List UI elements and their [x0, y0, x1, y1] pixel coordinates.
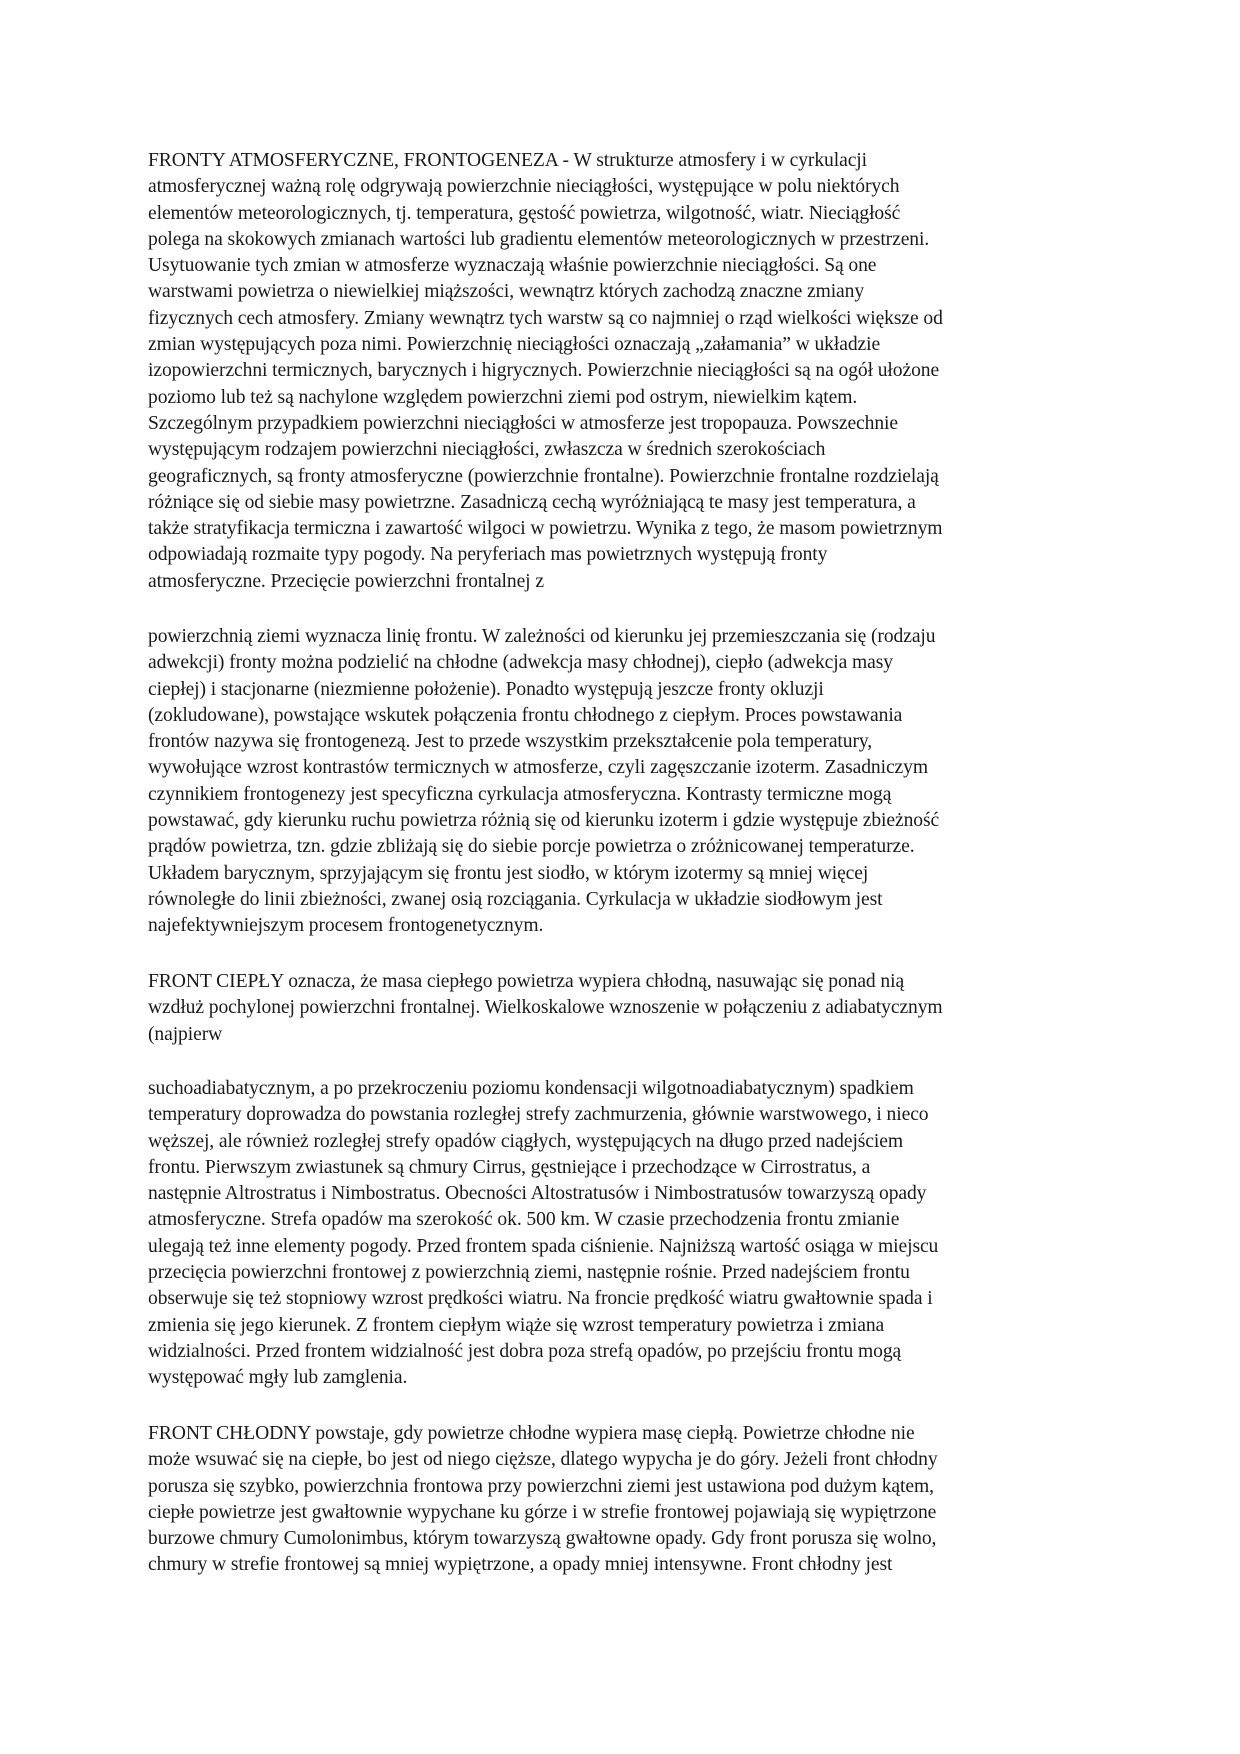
text-line: fizycznych cech atmosfery. Zmiany wewnątrz tych warstw są co najmniej o rząd wielkości większe od — [148, 307, 943, 329]
text-line: prądów powietrza, tzn. gdzie zbliżają się do siebie porcje powietrza o zróżnicowanej temperaturze. — [148, 836, 915, 858]
text-line: obserwuje się też stopniowy wzrost prędkości wiatru. Na froncie prędkość wiatru gwałtownie spada i — [148, 1288, 933, 1310]
text-line: najefektywniejszym procesem frontogenetycznym. — [148, 915, 544, 937]
paragraph-front-cieply-intro — [148, 969, 1092, 1048]
text-line: temperatury doprowadza do powstania rozległej strefy zachmurzenia, głównie warstwowego, i nieco — [148, 1104, 929, 1126]
text-line: Układem barycznym, sprzyjającym się frontu jest siodło, w którym izotermy są mniej więcej — [148, 862, 869, 884]
text-line: chmury w strefie frontowej są mniej wypiętrzone, a opady mniej intensywne. Front chłodny jest — [148, 1554, 893, 1576]
text-line: atmosferyczne. Przecięcie powierzchni frontalnej z — [148, 570, 544, 592]
text-line: zmian występujących poza nimi. Powierzchnię nieciągłości oznaczają „załamania” w układzie — [148, 334, 881, 356]
text-line: odpowiadają rozmaite typy pogody. Na peryferiach mas powietrznych występują fronty — [148, 544, 828, 566]
text-line: izopowierzchni termicznych, barycznych i higrycznych. Powierzchnie nieciągłości są na ogół ułożone — [148, 360, 940, 382]
text-line: Szczególnym przypadkiem powierzchni nieciągłości w atmosferze jest tropopauza. Powszechnie — [148, 412, 898, 434]
paragraph-front-chlodny — [148, 1421, 1092, 1579]
text-line: atmosferycznej ważną rolę odgrywają powierzchnie nieciągłości, występujące w polu niektórych — [148, 176, 900, 198]
text-line: (najpierw — [148, 1023, 223, 1045]
text-line: wywołujące wzrost kontrastów termicznych w atmosferze, czyli zagęszczanie izoterm. Zasadniczym — [148, 757, 928, 779]
text-line: FRONTY ATMOSFERYCZNE, FRONTOGENEZA - W strukturze atmosfery i w cyrkulacji — [148, 150, 867, 171]
text-line: także stratyfikacja termiczna i zawartość wilgoci w powietrzu. Wynika z tego, że masom powietrznym — [148, 518, 943, 540]
text-line: poziomo lub też są nachylone względem powierzchni ziemi pod ostrym, niewielkim kątem. — [148, 386, 858, 408]
text-line: wzdłuż pochylonej powierzchni frontalnej. Wielkoskalowe wznoszenie w połączeniu z adiabatycznym — [148, 997, 943, 1019]
paragraph-front-cieply-body — [148, 1076, 1092, 1392]
text-line: adwekcji) fronty można podzielić na chłodne (adwekcja masy chłodnej), ciepło (adwekcja masy — [148, 652, 893, 674]
text-line: elementów meteorologicznych, tj. temperatura, gęstość powietrza, wilgotność, wiatr. Nieciągłość — [148, 202, 901, 224]
text-line: warstwami powietrza o niewielkiej miąższości, wewnątrz których zachodzą znaczne zmiany — [148, 281, 865, 303]
text-line: Usytuowanie tych zmian w atmosferze wyznaczają właśnie powierzchnie nieciągłości. Są one — [148, 255, 877, 277]
text-line: przecięcia powierzchni frontowej z powierzchnią ziemi, następnie rośnie. Przed nadejściem frontu — [148, 1262, 910, 1284]
text-line: czynnikiem frontogenezy jest specyficzna cyrkulacja atmosferyczna. Kontrasty termiczne mogą — [148, 783, 892, 805]
text-line: występować mgły lub zamglenia. — [148, 1367, 408, 1389]
text-line: równoległe do linii zbieżności, zwanej osią rozciągania. Cyrkulacja w układzie siodłowym jest — [148, 888, 883, 910]
text-line: geograficznych, są fronty atmosferyczne (powierzchnie frontalne). Powierzchnie frontalne rozdzielają — [148, 465, 939, 487]
text-line: FRONT CIEPŁY oznacza, że masa ciepłego powietrza wypiera chłodną, nasuwając się ponad nią — [148, 971, 905, 992]
text-line: widzialności. Przed frontem widzialność jest dobra poza strefą opadów, po przejściu frontu mogą — [148, 1340, 902, 1362]
text-line: różniące się od siebie masy powietrzne. Zasadniczą cechą wyróżniającą te masy jest temperatura, a — [148, 491, 916, 513]
text-line: atmosferyczne. Strefa opadów ma szerokość ok. 500 km. W czasie przechodzenia frontu zmianie — [148, 1209, 900, 1231]
text-line: powstawać, gdy kierunku ruchu powietrza różnią się od kierunku izoterm i gdzie występuje zbieżność — [148, 810, 940, 832]
text-line: może wsuwać się na ciepłe, bo jest od niego cięższe, dlatego wypycha je do góry. Jeżeli front chłodny — [148, 1449, 938, 1471]
text-line: ciepłe powietrze jest gwałtownie wypychane ku górze i w strefie frontowej pojawiają się wypiętrzone — [148, 1501, 937, 1523]
text-line: węższej, ale również rozległej strefy opadów ciągłych, występujących na długo przed nadejściem — [148, 1130, 903, 1152]
text-line: frontów nazywa się frontogenezą. Jest to przede wszystkim przekształcenie pola temperatury, — [148, 731, 873, 753]
text-line: FRONT CHŁODNY powstaje, gdy powietrze chłodne wypiera masę ciepłą. Powietrze chłodne nie — [148, 1423, 915, 1444]
paragraph-fronty-atmosferyczne — [148, 148, 1092, 595]
text-line: powierzchnią ziemi wyznacza linię frontu. W zależności od kierunku jej przemieszczania się (rodzaju — [148, 626, 936, 647]
text-line: porusza się szybko, powierzchnia frontowa przy powierzchni ziemi jest ustawiona pod dużym kątem, — [148, 1475, 934, 1497]
text-line: burzowe chmury Cumolonimbus, którym towarzyszą gwałtowne opady. Gdy front porusza się wolno, — [148, 1528, 937, 1550]
text-line: suchoadiabatycznym, a po przekroczeniu poziomu kondensacji wilgotnoadiabatycznym) spadkiem — [148, 1078, 914, 1099]
text-line: polega na skokowych zmianach wartości lub gradientu elementów meteorologicznych w przestrzeni. — [148, 228, 930, 250]
text-line: frontu. Pierwszym zwiastunek są chmury Cirrus, gęstniejące i przechodzące w Cirrostratus, a — [148, 1156, 871, 1178]
text-line: ciepłej) i stacjonarne (niezmienne położenie). Ponadto występują jeszcze fronty okluzji — [148, 678, 824, 700]
paragraph-frontogeneza — [148, 624, 1092, 940]
text-line: zmienia się jego kierunek. Z frontem ciepłym wiąże się wzrost temperatury powietrza i zmiana — [148, 1314, 885, 1336]
text-line: następnie Altrostratus i Nimbostratus. Obecności Altostratusów i Nimbostratusów towarzyszą opady — [148, 1183, 927, 1205]
text-line: występującym rodzajem powierzchni nieciągłości, zwłaszcza w średnich szerokościach — [148, 439, 826, 461]
text-line: ulegają też inne elementy pogody. Przed frontem spada ciśnienie. Najniższą wartość osiąga w miejscu — [148, 1235, 939, 1257]
text-line: (zokludowane), powstające wskutek połączenia frontu chłodnego z ciepłym. Proces powstawania — [148, 704, 903, 726]
